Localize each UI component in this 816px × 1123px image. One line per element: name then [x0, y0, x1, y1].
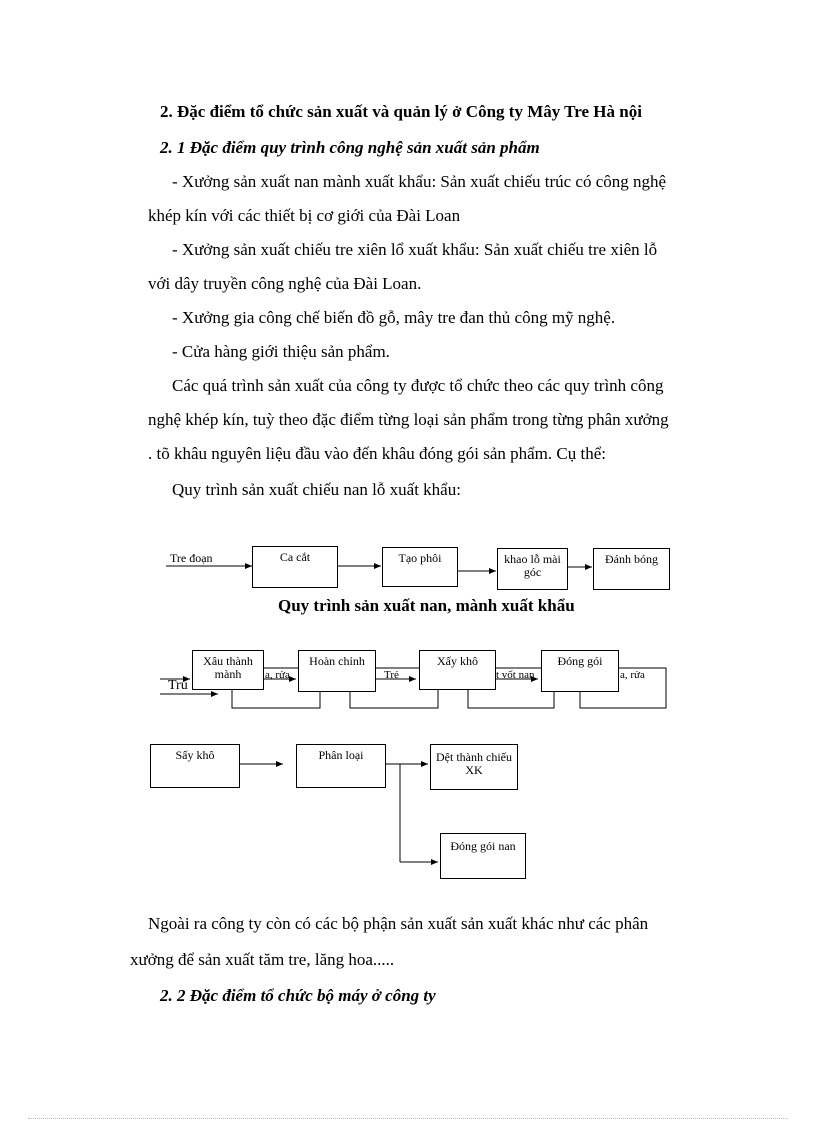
diagram-2-step-finish: Hoàn chỉnh: [298, 650, 376, 692]
bullet-4: - Cửa hàng giới thiệu sản phẩm.: [172, 342, 390, 361]
diagram-1-step-cut: Ca cắt: [252, 546, 338, 588]
diagram-3-step-dry: Sấy khô: [150, 744, 240, 788]
diagram-1-step-drill: khao lỗ mài góc: [497, 548, 568, 590]
bullet-2-line-1: - Xưởng sản xuất chiếu tre xiên lổ xuất khẩu: Sản xuất chiếu tre xiên lỗ: [172, 240, 658, 259]
diagram-2-title: Quy trình sản xuất nan, mành xuất khẩu: [278, 596, 575, 615]
diagram-3-step-pack-nan: Đóng gói nan: [440, 833, 526, 879]
diagram-2-input-label: Trú: [168, 678, 188, 693]
diagram-3-step-weave: Dệt thành chiếu XK: [430, 744, 518, 790]
bullet-1-line-1: - Xưởng sản xuất nan mành xuất khẩu: Sản xuất chiếu trúc có công nghệ: [172, 172, 667, 191]
subsection-heading-2-2: 2. 2 Đặc điểm tổ chức bộ máy ở công ty: [160, 986, 436, 1005]
closing-line-2: xưởng để sản xuất tăm tre, lăng hoa.....: [130, 950, 395, 969]
diagram-2-step-string: Xâu thành mành: [192, 650, 264, 690]
diagram-2-fragment-2: Trẻ: [384, 669, 399, 681]
diagram-1-input-label: Tre đoạn: [170, 551, 213, 565]
para-line-3: . tõ khâu nguyên liệu đầu vào đến khâu đóng gói sản phẩm. Cụ thể:: [148, 444, 606, 463]
process-intro: Quy trình sản xuất chiếu nan lỗ xuất khẩu:: [172, 480, 461, 499]
diagram-2-fragment-3: t vốt nan: [496, 669, 535, 681]
diagram-2-step-pack: Đóng gói: [541, 650, 619, 692]
para-line-1: Các quá trình sản xuất của công ty được tổ chức theo các quy trình công: [172, 376, 664, 395]
bullet-1-line-2: khép kín với các thiết bị cơ giới của Đài Loan: [148, 206, 461, 225]
diagram-2-step-dry: Xấy khô: [419, 650, 496, 690]
bullet-3: - Xưởng gia công chế biến đồ gỗ, mây tre đan thủ công mỹ nghệ.: [172, 308, 616, 327]
diagram-1-step-polish: Đánh bóng: [593, 548, 670, 590]
section-heading: 2. Đặc điểm tổ chức sản xuất và quản lý ở Công ty Mây Tre Hà nội: [160, 102, 642, 121]
diagram-3-step-sort: Phân loại: [296, 744, 386, 788]
para-line-2: nghệ khép kín, tuỳ theo đặc điểm từng loại sản phẩm trong từng phân xưởng: [148, 410, 669, 429]
closing-line-1: Ngoài ra công ty còn có các bộ phận sản xuất sản xuất khác như các phân: [148, 914, 649, 933]
diagram-2-fragment-4: a, rửa: [620, 669, 645, 681]
diagram-2-fragment-1: a, rửa: [265, 669, 290, 681]
bullet-2-line-2: với dây truyền công nghệ của Đài Loan.: [148, 274, 422, 293]
diagram-1-step-blank: Tạo phôi: [382, 547, 458, 587]
page-footer-divider: [28, 1118, 788, 1119]
subsection-heading-2-1: 2. 1 Đặc điểm quy trình công nghệ sản xuất sản phẩm: [160, 138, 540, 157]
